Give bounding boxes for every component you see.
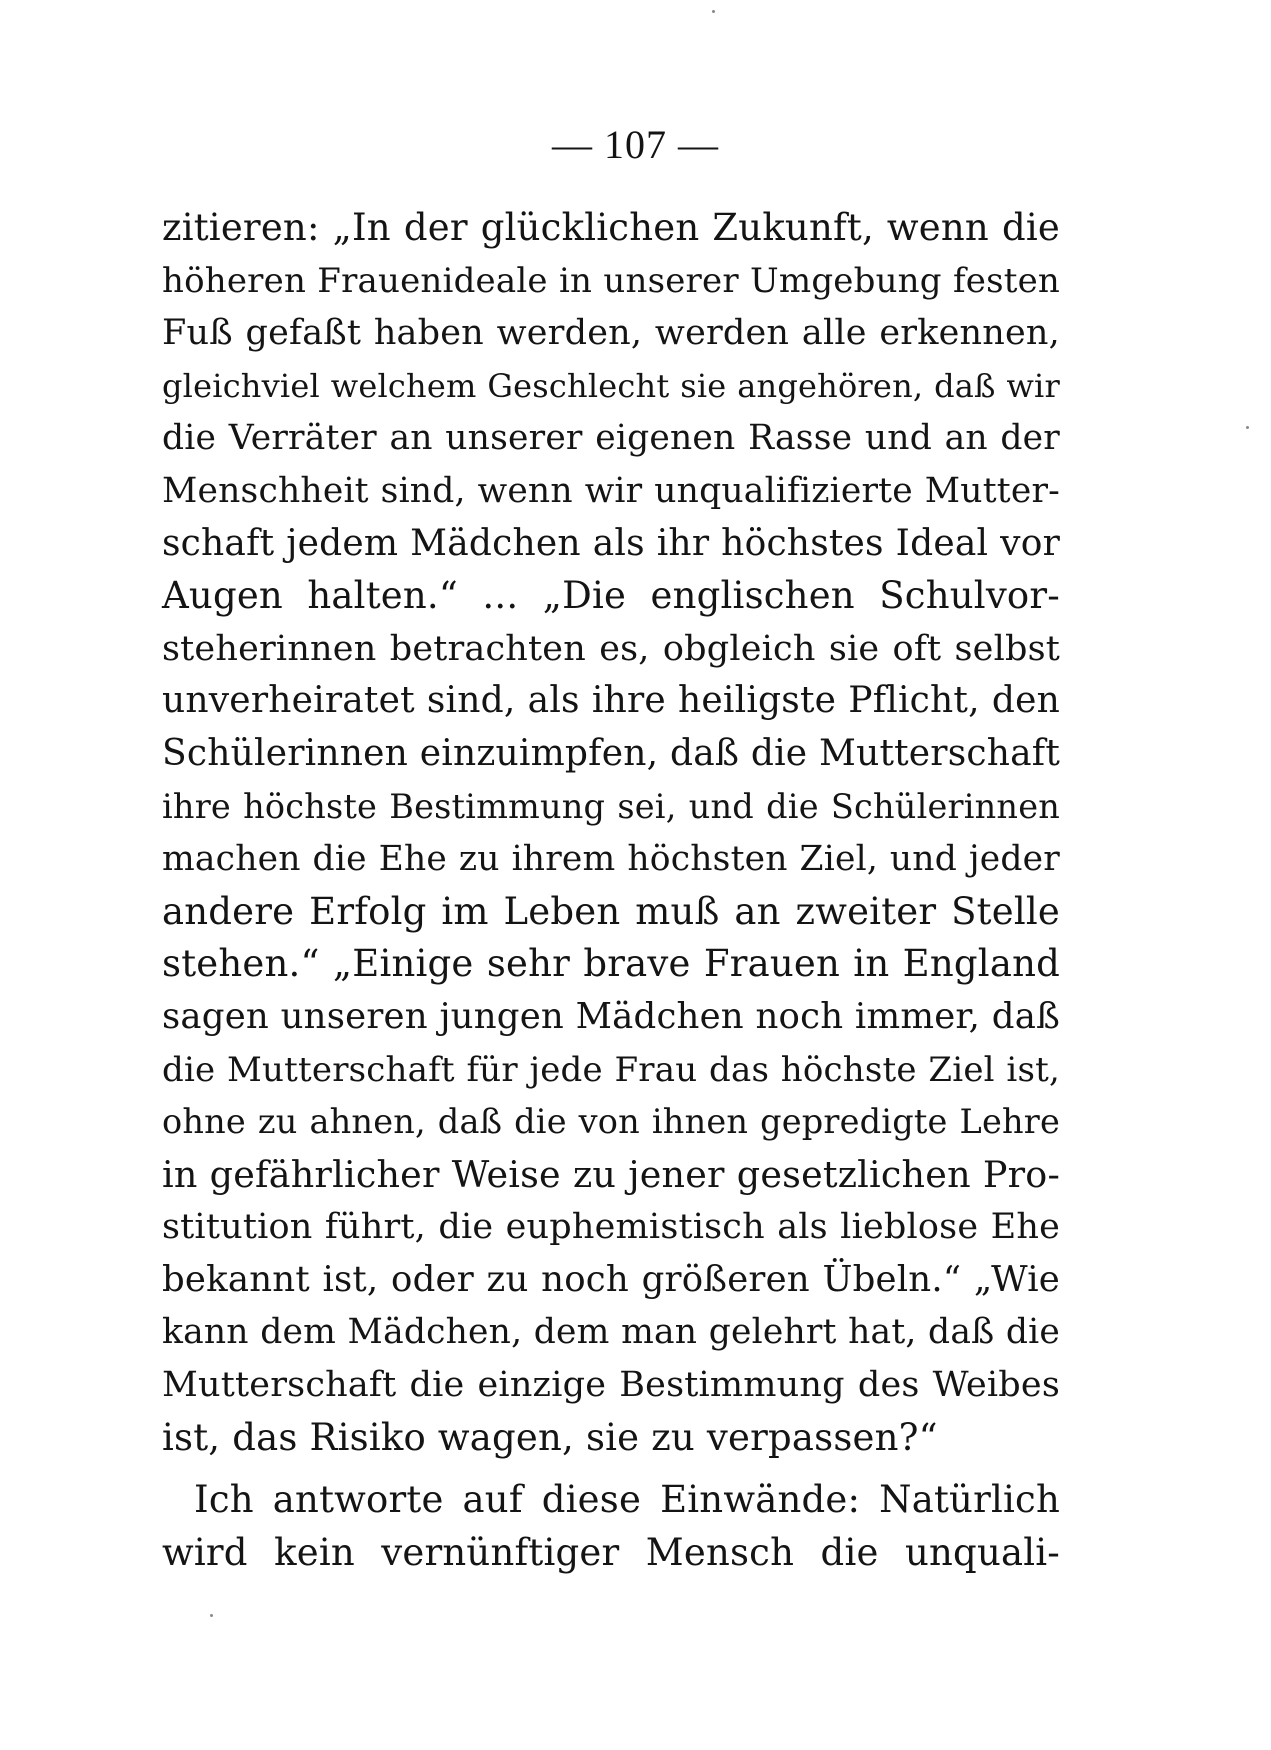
speck-mark <box>210 1614 213 1617</box>
text-line: Schülerinnen einzuimpfen, daß die Mutterschaft <box>162 732 1060 774</box>
text-line: Menschheit sind, wenn wir unqualifizierte Mutter- <box>162 470 1060 511</box>
text-line: bekannt ist, oder zu noch größeren Übeln.“ „Wie <box>162 1258 1060 1300</box>
text-line: Ich antworte auf diese Einwände: Natürlich <box>194 1478 1060 1522</box>
body-text <box>162 202 1060 1579</box>
text-line: andere Erfolg im Leben muß an zweiter Stelle <box>162 889 1060 933</box>
text-line: stitution führt, die euphemistisch als lieblose Ehe <box>162 1207 1060 1248</box>
text-line: steherinnen betrachten es, obgleich sie oft selbst <box>162 628 1060 669</box>
text-line: Augen halten.“ ... „Die englischen Schulvor- <box>162 574 1060 618</box>
paragraph-1 <box>162 202 1060 1464</box>
text-line: gleichviel welchem Geschlecht sie angehören, daß wir <box>162 366 1060 405</box>
text-line: höheren Frauenideale in unserer Umgebung festen <box>162 260 1060 301</box>
text-line: wird kein vernünftiger Mensch die unquali- <box>162 1530 1060 1574</box>
text-line: ihre höchste Bestimmung sei, und die Schülerinnen <box>162 786 1060 826</box>
speck-mark <box>1246 426 1249 429</box>
text-line: schaft jedem Mädchen als ihr höchstes Ideal vor <box>162 522 1060 564</box>
text-line: in gefährlicher Weise zu jener gesetzlichen Pro- <box>162 1152 1060 1196</box>
text-line: die Mutterschaft für jede Frau das höchste Ziel ist, <box>162 1049 1060 1090</box>
text-line: ohne zu ahnen, daß die von ihnen gepredigte Lehre <box>162 1102 1060 1142</box>
text-line: die Verräter an unserer eigenen Rasse und an der <box>162 418 1060 459</box>
text-line: stehen.“ „Einige sehr brave Frauen in England <box>162 942 1060 986</box>
text-line: kann dem Mädchen, dem man gelehrt hat, daß die <box>162 1312 1060 1353</box>
text-line: Fuß gefaßt haben werden, werden alle erkennen, <box>162 313 1060 354</box>
text-line: Mutterschaft die einzige Bestimmung des Weibes <box>162 1365 1060 1406</box>
text-line: zitieren: „In der glücklichen Zukunft, wenn die <box>162 206 1060 249</box>
paragraph-2 <box>162 1474 1060 1579</box>
speck-mark <box>712 10 715 13</box>
text-line: ist, das Risiko wagen, sie zu verpassen?“ <box>162 1415 938 1459</box>
text-line: machen die Ehe zu ihrem höchsten Ziel, und jeder <box>162 839 1060 880</box>
page-number-header: — 107 — <box>552 122 719 167</box>
paragraph-gap <box>162 1464 1060 1474</box>
text-line: sagen unseren jungen Mädchen noch immer, daß <box>162 995 1060 1037</box>
text-line: unverheiratet sind, als ihre heiligste Pflicht, den <box>162 680 1060 722</box>
